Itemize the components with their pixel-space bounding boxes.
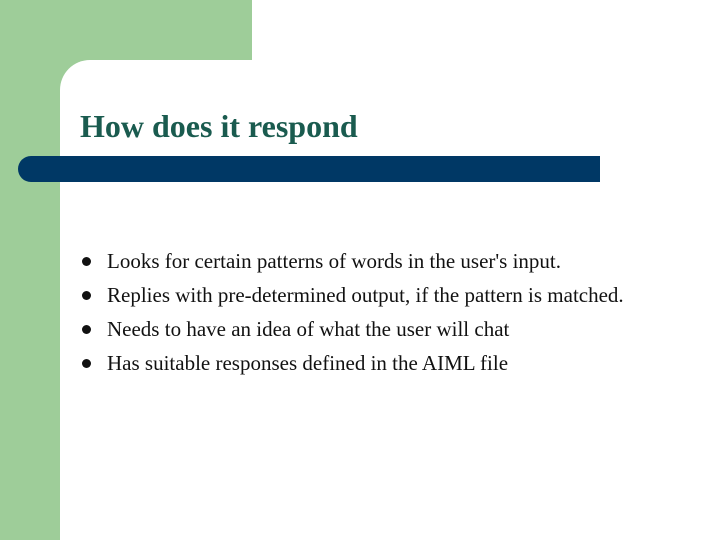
slide-title: How does it respond — [80, 108, 358, 144]
bullet-dot-icon — [82, 291, 91, 300]
bullet-text: Looks for certain patterns of words in the user's input. — [107, 249, 562, 273]
bullet-dot-icon — [82, 359, 91, 368]
bullet-text: Replies with pre-determined output, if the pattern is matched. — [107, 283, 624, 307]
bullet-text: Has suitable responses defined in the AIML file — [107, 351, 509, 375]
title-underline-bar — [18, 156, 600, 182]
decorative-green-strip — [0, 0, 60, 540]
bullet-dot-icon — [82, 257, 91, 266]
bullet-text: Needs to have an idea of what the user will chat — [107, 317, 510, 341]
bullet-dot-icon — [82, 325, 91, 334]
